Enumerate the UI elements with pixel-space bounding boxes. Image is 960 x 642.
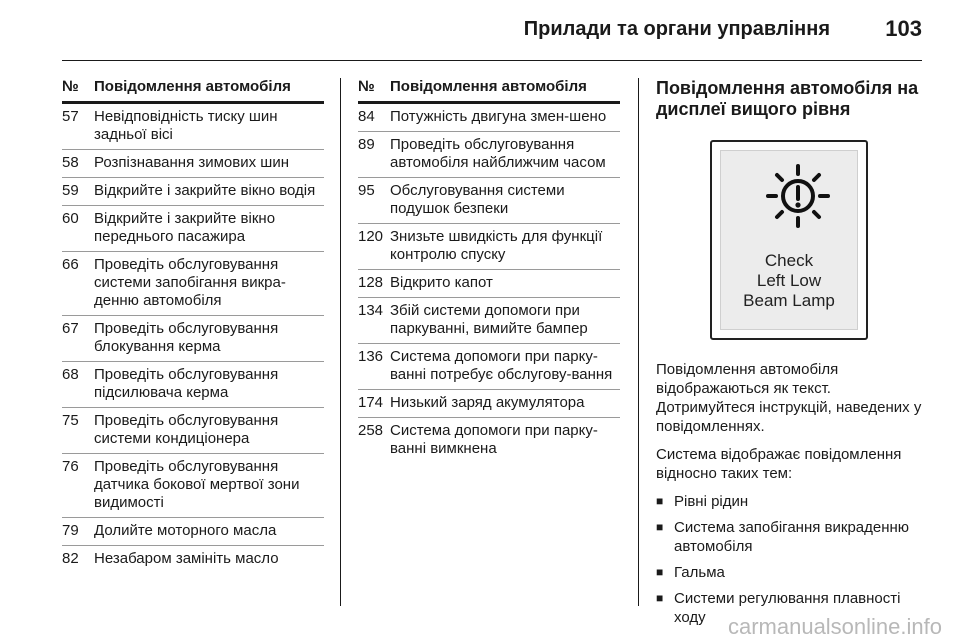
table-row — [62, 454, 324, 518]
list-item-text: Системи регулювання плавності ходу — [674, 590, 901, 626]
message-text: Проведіть обслуговування датчика бокової мертвої зони видимості — [94, 458, 300, 511]
message-text: Долийте моторного масла — [94, 522, 277, 539]
table-row — [62, 104, 324, 150]
topic-list — [656, 492, 924, 627]
table-row — [358, 418, 620, 463]
table-row — [62, 206, 324, 252]
table-row — [62, 518, 324, 546]
message-text: Обслуговування системи подушок безпеки — [390, 182, 565, 217]
paragraph: Повідомлення автомобіля відображаються як текст. Дотримуйтеся інструкцій, наведених у повідомленнях. — [656, 361, 922, 435]
table-row — [358, 270, 620, 298]
list-item — [656, 563, 924, 582]
message-number: 57 — [62, 108, 79, 125]
message-number: 134 — [358, 302, 384, 319]
table-row — [358, 224, 620, 270]
messages-table-1 — [62, 78, 324, 573]
page-number: 103 — [885, 16, 922, 41]
header-number: № — [358, 78, 375, 95]
list-item-text: Рівні рідин — [674, 493, 749, 510]
table-row — [358, 298, 620, 344]
list-item-text: Система запобігання викраденню автомобіля — [674, 519, 910, 555]
bullet-icon: ■ — [656, 565, 664, 579]
message-number: 120 — [358, 228, 384, 245]
column-divider — [340, 78, 341, 606]
table-row — [62, 316, 324, 362]
section-heading: Повідомлення автомобіля на дисплеї вищого рівня — [656, 78, 919, 119]
table-row — [62, 252, 324, 316]
message-number: 79 — [62, 522, 79, 539]
message-number: 59 — [62, 182, 79, 199]
table-row — [62, 178, 324, 206]
table-row — [358, 390, 620, 418]
table-row — [358, 104, 620, 132]
header-message: Повідомлення автомобіля — [94, 78, 291, 95]
page-header — [62, 0, 922, 61]
paragraph: Система відображає повідомлення відносно таких тем: — [656, 446, 902, 482]
message-number: 95 — [358, 182, 375, 199]
list-item — [656, 518, 924, 556]
message-text: Потужність двигуна змен-шено — [390, 108, 607, 125]
display-line: Beam Lamp — [743, 291, 835, 310]
header-number: № — [62, 78, 79, 95]
display-message — [721, 251, 857, 311]
table-row — [62, 546, 324, 573]
message-number: 89 — [358, 136, 375, 153]
message-number: 136 — [358, 348, 384, 365]
message-text: Збій системи допомоги при паркуванні, вимийте бампер — [390, 302, 588, 337]
display-line: Check — [764, 251, 814, 270]
bullet-icon: ■ — [656, 591, 664, 605]
display-line: Left Low — [756, 271, 822, 290]
table-row — [62, 150, 324, 178]
messages-table-2 — [358, 78, 620, 463]
table-row — [62, 362, 324, 408]
message-text: Система допомоги при парку-ванні потребує обслугову-вання — [390, 348, 613, 383]
message-text: Проведіть обслуговування автомобіля найближчим часом — [390, 136, 606, 171]
upper-level-display-section — [656, 78, 924, 634]
message-text: Відкрийте і закрийте вікно водія — [94, 182, 316, 199]
message-text: Знизьте швидкість для функції контролю спуску — [390, 228, 603, 263]
message-text: Відкрийте і закрийте вікно переднього пасажира — [94, 210, 276, 245]
header-message: Повідомлення автомобіля — [390, 78, 587, 95]
message-text: Низький заряд акумулятора — [390, 394, 585, 411]
message-number: 75 — [62, 412, 79, 429]
message-text: Проведіть обслуговування підсилювача керма — [94, 366, 279, 401]
table-row — [358, 178, 620, 224]
message-number: 76 — [62, 458, 79, 475]
message-number: 128 — [358, 274, 384, 291]
message-text: Незабаром замініть масло — [94, 550, 279, 567]
bullet-icon: ■ — [656, 520, 664, 534]
display-illustration — [710, 140, 868, 340]
list-item — [656, 492, 924, 511]
message-text: Розпізнавання зимових шин — [94, 154, 289, 171]
table-body — [62, 104, 324, 573]
message-number: 174 — [358, 394, 384, 411]
column-divider — [638, 78, 639, 606]
message-number: 258 — [358, 422, 384, 439]
table-header — [358, 78, 620, 104]
message-text: Проведіть обслуговування системи кондиціонера — [94, 412, 279, 447]
message-text: Проведіть обслуговування блокування керма — [94, 320, 279, 355]
table-row — [358, 344, 620, 390]
table-body — [358, 104, 620, 463]
message-number: 60 — [62, 210, 79, 227]
message-number: 66 — [62, 256, 79, 273]
display-screen — [720, 150, 858, 330]
message-text: Відкрито капот — [390, 274, 493, 291]
bullet-icon: ■ — [656, 494, 664, 508]
chapter-title: Прилади та органи управління — [523, 18, 830, 40]
message-text: Проведіть обслуговування системи запобігання викра-денню автомобіля — [94, 256, 286, 309]
watermark: carmanualsonline.info — [727, 614, 942, 639]
message-number: 68 — [62, 366, 79, 383]
table-header — [62, 78, 324, 104]
table-row — [62, 408, 324, 454]
headlamp-warning-icon — [765, 163, 831, 229]
message-number: 84 — [358, 108, 375, 125]
message-text: Невідповідність тиску шин задньої вісі — [94, 108, 278, 143]
message-number: 67 — [62, 320, 79, 337]
message-number: 82 — [62, 550, 79, 567]
list-item-text: Гальма — [674, 564, 725, 581]
table-row — [358, 132, 620, 178]
message-text: Система допомоги при парку-ванні вимкнена — [390, 422, 598, 457]
message-number: 58 — [62, 154, 79, 171]
